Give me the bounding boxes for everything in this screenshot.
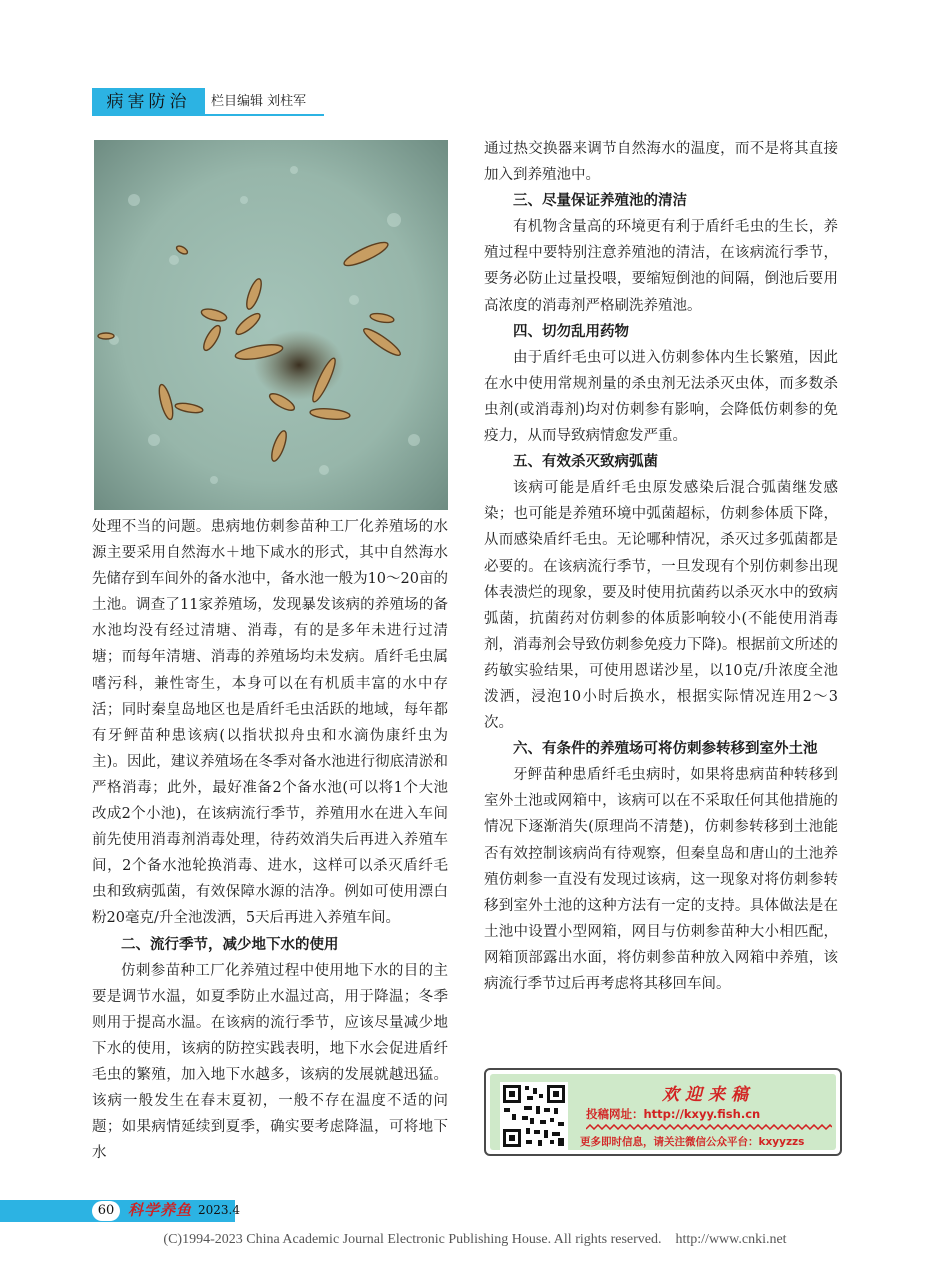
paragraph: 由于盾纤毛虫可以进入仿刺参体内生长繁殖，因此在水中使用常规剂量的杀虫剂无法杀灭虫体，而多数杀虫剂(或消毒剂)均对仿刺参有影响，会降低仿刺参的免疫力，从而导致病情愈发严重。 (484, 349, 838, 445)
banner-title: 欢迎来稿 (662, 1085, 754, 1105)
section-heading: 二、流行季节，减少地下水的使用 (121, 936, 339, 953)
section-header (92, 88, 324, 116)
right-text-column (484, 136, 838, 997)
wechat-follow-text: 更多即时信息，请关注微信公众平台：kxyyzzs (580, 1136, 805, 1148)
section-heading: 四、切勿乱用药物 (513, 323, 629, 340)
submission-url[interactable]: 投稿网址：http://kxyy.fish.cn (586, 1107, 761, 1121)
section-heading: 五、有效杀灭致病弧菌 (513, 454, 658, 471)
left-text-column (92, 514, 448, 1166)
section-heading: 六、有条件的养殖场可将仿刺参转移到室外土池 (513, 741, 818, 758)
section-heading: 三、尽量保证养殖池的清洁 (513, 193, 687, 210)
section-title: 病害防治 (92, 88, 205, 116)
paragraph: 处理不当的问题。患病地仿刺参苗种工厂化养殖场的水源主要采用自然海水＋地下咸水的形式，其中自然海水先储存到车间外的备水池中，备水池一般为10～20亩的土池。调查了11家养殖场，发现暴发该病的养殖场的备水池均没有经过清塘、消毒，有的是多年未进行过清塘；而每年清塘、消毒的养殖场均未发病。盾纤毛虫属嗜污科，兼性寄生，本身可以在有机质丰富的水中存活；同时秦皇岛地区也是盾纤毛虫活跃的地域，每年都有牙鲆苗种患该病(以指状拟舟虫和水滴伪康纤虫为主)。因此，建议养殖场在冬季对备水池进行彻底清淤和严格消毒；此外，最好准备2个备水池(可以将1个大池改成2个小池)，在该病流行季节，养殖用水在进入车间前先使用消毒剂消毒处理，待药效消失后再进入养殖车间，2个备水池轮换消毒、进水，这样可以杀灭盾纤毛虫和致病弧菌，有效保障水源的洁净。例如可使用漂白粉20毫克/升全池泼洒，5天后再进入养殖车间。 (92, 519, 448, 927)
submission-banner (484, 1068, 842, 1156)
page-number: 60 (92, 1201, 120, 1221)
decorative-divider (586, 1124, 832, 1130)
qr-code-icon[interactable] (500, 1082, 568, 1150)
paragraph: 有机物含量高的环境更有利于盾纤毛虫的生长，养殖过程中要特别注意养殖池的清洁，在该病流行季节，要务必防止过量投喂，要缩短倒池的间隔，倒池后要用高浓度的消毒剂严格刷洗养殖池。 (484, 219, 838, 314)
issue-number: 2023.4 (198, 1203, 240, 1217)
copyright-line: (C)1994-2023 China Academic Journal Electronic Publishing House. All rights reserved. http://www.cnki.net (163, 1232, 787, 1247)
paragraph: 通过热交换器来调节自然海水的温度，而不是将其直接加入到养殖池中。 (484, 141, 838, 184)
paragraph: 牙鲆苗种患盾纤毛虫病时，如果将患病苗种转移到室外土池或网箱中，该病可以在不采取任何其他措施的情况下逐渐消失(原理尚不清楚)，仿刺参转移到土池能否有效控制该病尚有待观察，但秦皇岛和唐山的土池养殖仿刺参一直没有发现过该病，这一现象对将仿刺参转移到室外土池的这种方法有一定的支持。具体做法是在土池中设置小型网箱，网目与仿刺参苗种大小相匹配，网箱顶部露出水面，将仿刺参苗种放入网箱中养殖，该病流行季节过后再考虑将其移回车间。 (484, 767, 838, 992)
column-editor: 栏目编辑 刘柱军 (205, 88, 324, 116)
microscope-photo (94, 140, 448, 510)
journal-name: 科学养鱼 (128, 1201, 193, 1219)
paragraph: 仿刺参苗种工厂化养殖过程中使用地下水的目的主要是调节水温，如夏季防止水温过高，用于降温；冬季则用于提高水温。在该病的流行季节，应该尽量减少地下水的使用，该病的防控实践表明，地下水会促进盾纤毛虫的繁殖，加入地下水越多，该病的发展就越迅猛。该病一般发生在春末夏初，一般不存在温度不适的问题；如果病情延续到夏季，确实要考虑降温，可将地下水 (92, 962, 448, 1162)
paragraph: 该病可能是盾纤毛虫原发感染后混合弧菌继发感染；也可能是养殖环境中弧菌超标，仿刺参体质下降，从而感染盾纤毛虫。无论哪种情况，杀灭过多弧菌都是必要的。在该病流行季节，一旦发现有个别仿刺参出现体表溃烂的现象，要及时使用抗菌药以杀灭水中的致病弧菌，抗菌药对仿刺参的体质影响较小(不能使用消毒剂，消毒剂会导致仿刺参免疫力下降)。根据前文所述的药敏实验结果，可使用恩诺沙星，以10克/升浓度全池泼洒，浸泡10小时后换水，根据实际情况连用2～3次。 (484, 480, 838, 732)
